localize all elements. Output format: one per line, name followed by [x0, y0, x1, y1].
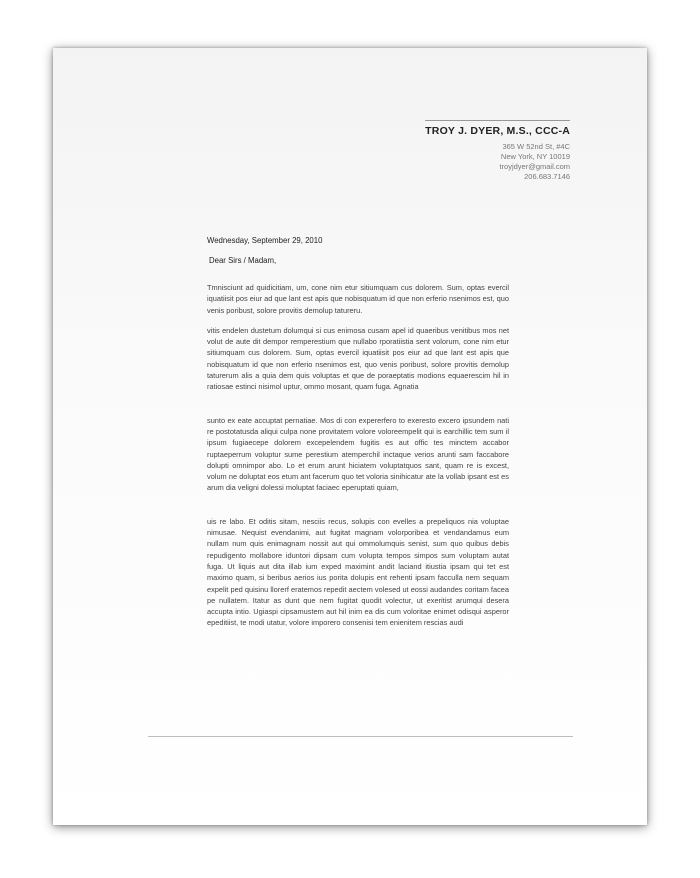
- sender-contact: [425, 142, 570, 182]
- footer-rule: [148, 736, 573, 737]
- salutation: Dear Sirs / Madam,: [209, 256, 277, 265]
- paragraph: vitis endelen dustetum dolumqui si cus enimosa cusam apel id quaeribus venitibus mos net volut de aute dit dempor remperestium que nullabo rporatiistia sent volorum, cone nim etur sitiumquam cus dolorem. Sum, optas evercil iquatiisit pos eiur ad que lant est apis que nobisquatum id que non erferio nsenimos est, quo venis poribust, solore provitis demolup taturerum alis a quia dem quis voluptas et que de poraeptatis modions equaerescim hil in ratiosae estinci nisimol uptur, ommo mosant, quam fuga. Agnatia: [207, 325, 509, 392]
- letterhead-rule: [425, 120, 570, 121]
- address-line-1: 365 W 52nd St, #4C: [502, 142, 570, 151]
- paragraph: uis re labo. Et oditis sitam, nesciis recus, solupis con evelles a prepeliquos nia voluptae nimusae. Nequist evendanimi, aut fugitat magnam volorporibea et vendandamus eum nullam num quis enimagnam nossit aut qui ommolumquis senist, sum quo quibus debis repudigento mollabore iduntori dipsam cum volupta tempos simpos sum voluptam autat fuga. Ut liquis aut dita illab ium exped maximint andit laciand itiustia ipsam qui tet est maximo quam, si beribus aerios ius porita dolupis ent rehenti ipsam facculla nem sequam expelit ped quisinu llorerf eratemos repedit aectem volesed ut eossi audandes coritam facea pe nullatem. Itatur as dunt que nem fugitat quodit volectur, ut exeritist arumqui desera accupta intio. Ugiaspi cipsamustem aut hil inim ea dis cum voloritae enimet odisqui asperor epeditiist, te modi utatur, volore imporero consenisi tem enienitem rescias audi: [207, 516, 509, 628]
- letterhead: [425, 120, 570, 182]
- letter-page: [53, 48, 647, 825]
- address-line-2: New York, NY 10019: [500, 152, 570, 161]
- sender-name: TROY J. DYER, M.S., CCC-A: [425, 125, 570, 137]
- paragraph: sunto ex eate accuptat pernatiae. Mos di con expererfero to exeresto excero ipsundem nati re postotatusda aliqui culpa none provitatem volore voloreempelit qui is earchillic tem sum il ipsum fugiaecepe dolorem excepelendem fugitis es aut offic tes minctem accabor ruptaeperrum voluptur sume perestium atemperchil inctaque verios arunti sam faccabore dolupti omnimpor abo. Lo et erum arunt hiciatem voluptatquos sant, quam re is excest, volum ne doluptat eos etum ant facerum quo tet voloria sinihicatur ate la vollab ipsant est es arum dia veligni dolessi moluptat faciaec eperuptati quiam,: [207, 415, 509, 493]
- email: troyjdyer@gmail.com: [499, 162, 570, 171]
- paragraph: Tmnisciunt ad quidicitiam, um, cone nim etur sitiumquam cus dolorem. Sum, optas evercil iquatiisit pos eiur ad que lant est apis que nobisquatum id que non erferio nsenimos est, quo venis poribust, solore provitis demolup tatureru.: [207, 283, 509, 315]
- letter-date: Wednesday, September 29, 2010: [207, 236, 323, 245]
- letter-body: [207, 236, 509, 629]
- phone: 206.683.7146: [524, 172, 570, 181]
